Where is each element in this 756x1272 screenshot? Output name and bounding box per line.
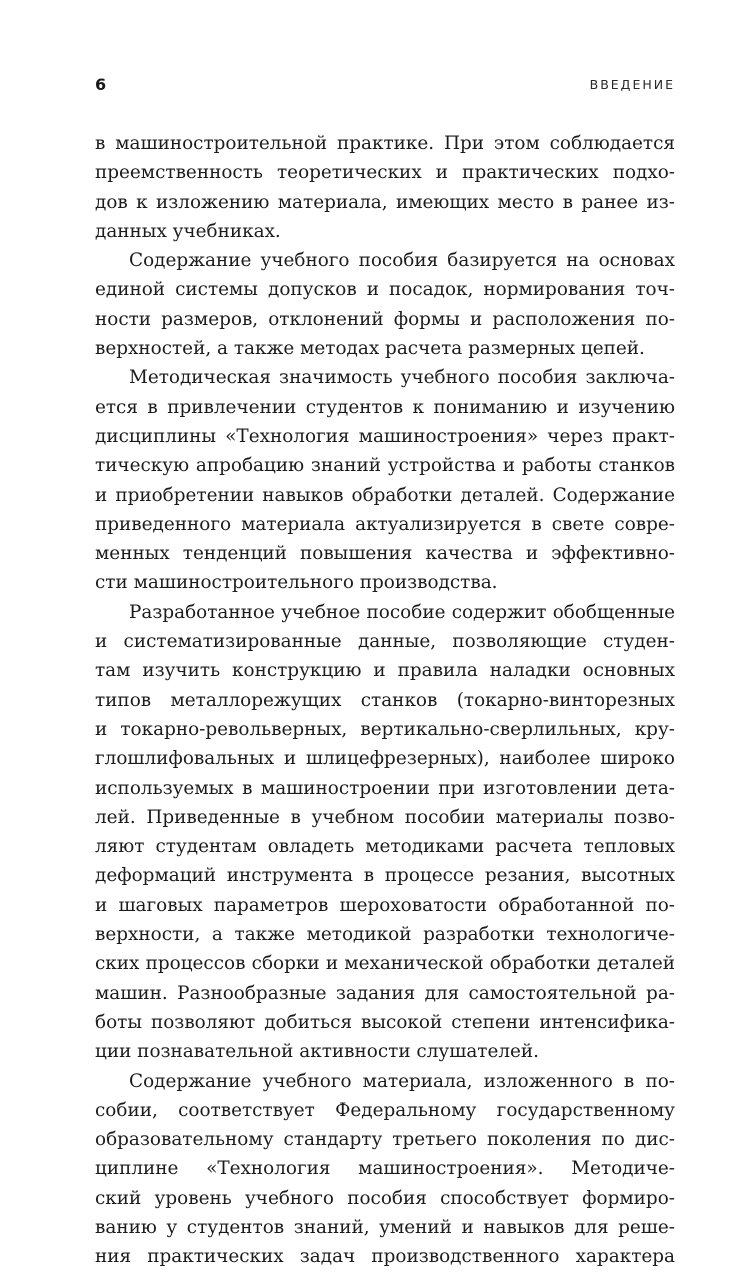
text-line: преемственность теоретических и практических подхо- [95,162,675,184]
text-line: приведенного материала актуализируется в свете совре- [95,513,675,535]
text-line: и токарно-револьверных, вертикально-сверлильных, кру- [95,718,675,740]
text-line: циплине «Технология машиностроения». Методиче- [95,1158,675,1180]
text-line: там изучить конструкцию и правила наладки основных [95,660,675,682]
text-line: и приобретении навыков обработки деталей. Содержание [95,484,675,506]
text-line: и шаговых параметров шероховатости обработанной по- [95,894,675,916]
text-line: единой системы допусков и посадок, нормирования точ- [95,279,675,301]
text-line: тическую апробацию знаний устройства и работы станков [95,455,675,477]
running-head: ВВЕДЕНИЕ [589,77,675,92]
text-line: и систематизированные данные, позволяющие студен- [95,631,675,653]
text-line: ции познавательной активности слушателей. [95,1041,540,1063]
text-line: Методическая значимость учебного пособия заключа- [129,367,675,389]
text-line: типов металлорежущих станков (токарно-винторезных [95,689,675,711]
page-header [95,74,675,98]
text-line: используемых в машиностроении при изготовлении дета- [95,777,675,799]
text-line: боты позволяют добиться высокой степени интенсифика- [95,1011,675,1033]
text-line: в машиностроительной практике. При этом соблюдается [95,133,675,154]
text-line: сти машиностроительного производства. [95,572,498,594]
text-line: дисциплины «Технология машиностроения» через практ- [95,425,675,447]
text-line: данных учебниках. [95,220,281,242]
paragraph-2 [95,246,675,363]
text-line: верхностей, а также методах расчета размерных цепей. [95,338,645,360]
text-line: машин. Разнообразные задания для самостоятельной ра- [95,982,675,1004]
text-line: Содержание учебного пособия базируется на основах [129,250,675,272]
text-line: ности размеров, отклонений формы и расположения по- [95,308,675,330]
page-number: 6 [95,75,107,94]
text-line: ванию у студентов знаний, умений и навыков для реше- [95,1216,675,1238]
text-line: дов к изложению материала, имеющих место в ранее из- [95,191,675,213]
text-line: глошлифовальных и шлицефрезерных), наиболее широко [95,748,675,770]
text-line: Содержание учебного материала, изложенного в по- [129,1070,675,1092]
paragraph-5 [95,1067,675,1272]
paragraph-3 [95,363,675,597]
text-line: ния практических задач производственного характера [95,1246,675,1268]
paragraph-4 [95,598,675,1067]
body-text [95,129,675,1272]
text-line: образовательному стандарту третьего поколения по дис- [95,1129,675,1151]
text-line: ских процессов сборки и механической обработки деталей [95,953,675,975]
text-line: менных тенденций повышения качества и эффективно- [95,543,675,565]
text-line: деформаций инструмента в процессе резания, высотных [95,865,675,887]
paragraph-1 [95,129,675,246]
text-line: Разработанное учебное пособие содержит обобщенные [129,601,675,623]
text-line: ется в привлечении студентов к пониманию и изучению [95,396,675,418]
text-line: ский уровень учебного пособия способствует формиро- [95,1187,675,1209]
text-line: лей. Приведенные в учебном пособии материалы позво- [95,806,675,828]
text-line: верхности, а также методикой разработки технологиче- [95,924,675,946]
text-line: ляют студентам овладеть методиками расчета тепловых [95,836,675,858]
text-line: собии, соответствует Федеральному государственному [95,1099,675,1121]
